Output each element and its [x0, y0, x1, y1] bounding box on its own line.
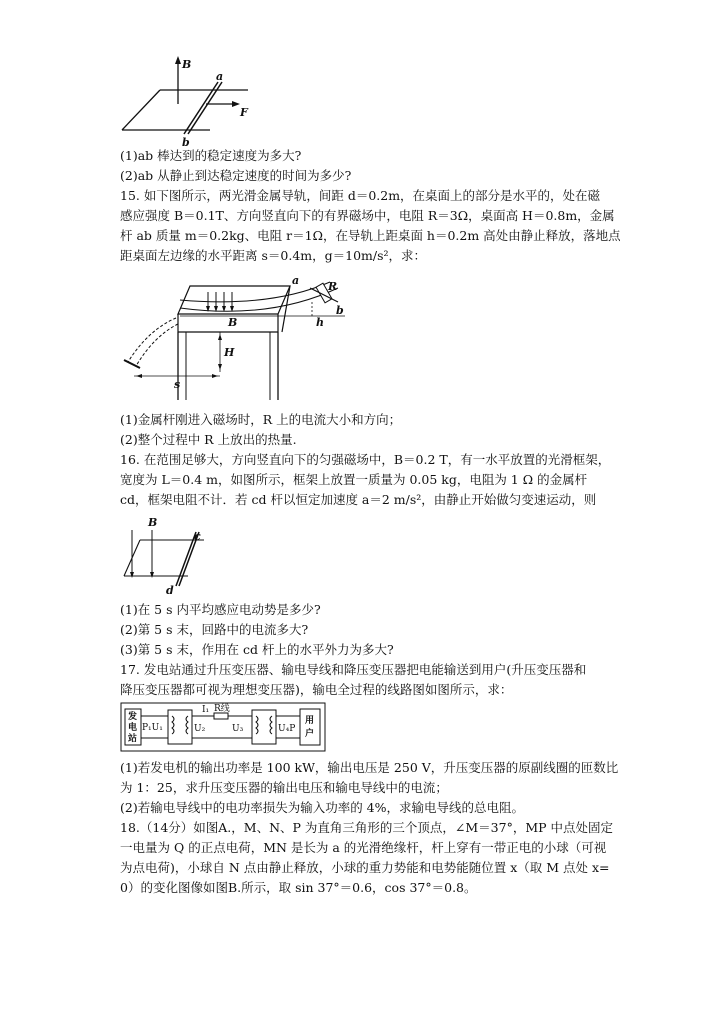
figure-power-transmission [120, 702, 326, 752]
q14-part1: (1)ab 棒达到的稳定速度为多大? [120, 148, 302, 163]
fig4-label-Rline: R线 [214, 704, 230, 714]
q18-line-3: 为点电荷)，小球自 N 点由静止释放，小球的重力势能和电势能随位置 x（取 M 点处 x= [120, 860, 610, 875]
q16-line-2: 宽度为 L＝0.4 m，如图所示，框架上放置一质量为 0.05 kg，电阻为 1 Ω 的金属杆 [120, 472, 588, 487]
fig2-label-R: R [328, 280, 338, 293]
q16-part3: (3)第 5 s 末，作用在 cd 杆上的水平外力为多大? [120, 642, 394, 657]
q15-line-3: 杆 ab 质量 m＝0.2kg、电阻 r＝1Ω，在导轨上距桌面 h＝0.2m 高处由静止释放，落地点 [120, 228, 621, 243]
q15-line-4: 距桌面左边缘的水平距离 s＝0.4m，g＝10m/s²，求： [120, 248, 427, 263]
fig4-label-U3: U₃ [232, 724, 244, 734]
q16-line-3: cd，框架电阻不计．若 cd 杆以恒定加速度 a＝2 m/s²，由静止开始做匀变速运动，则 [120, 492, 597, 507]
fig2-label-s: s [174, 378, 181, 391]
fig2-label-B: B [228, 316, 238, 329]
q15-line-1: 15. 如下图所示，两光滑金属导轨，间距 d＝0.2m，在桌面上的部分是水平的，处在磁 [120, 188, 601, 203]
station-char-2: 电 [128, 723, 138, 733]
label-a: a [216, 70, 224, 83]
label-F: F [240, 106, 248, 119]
user-char-1: 用 [305, 716, 315, 726]
fig4-label-I1: I₁ [202, 705, 210, 715]
fig2-label-h: h [316, 316, 324, 329]
q16-part1: (1)在 5 s 内平均感应电动势是多少? [120, 602, 321, 617]
fig4-label-U4P: U₄P [278, 724, 296, 734]
q17-line-2: 降压变压器都可视为理想变压器)，输电全过程的线路图如图所示，求： [120, 682, 513, 697]
fig3-label-d: d [166, 584, 174, 597]
fig4-label-P1U1: P₁U₁ [142, 723, 163, 733]
fig3-label-c: c [194, 530, 201, 543]
figure-rod-on-rails [120, 52, 260, 148]
fig4-label-U2: U₂ [194, 724, 206, 734]
figure-table-rails [120, 272, 360, 404]
q18-line-4: 0）的变化图像如图B.所示，取 sin 37°＝0.6，cos 37°＝0.8。 [120, 880, 477, 895]
fig2-label-a: a [292, 274, 300, 287]
figure-frame-rod-cd [120, 514, 220, 598]
q15-line-2: 感应强度 B＝0.1T、方向竖直向下的有界磁场中，电阻 R＝3Ω，桌面高 H＝0.8m，金属 [120, 208, 615, 223]
q17-part1-line-1: (1)若发电机的输出功率是 100 kW，输出电压是 250 V，升压变压器的原副线圈的匝数比 [120, 760, 619, 775]
station-char-3: 站 [128, 734, 138, 744]
fig2-label-b: b [336, 304, 344, 317]
user-char-2: 户 [305, 729, 315, 739]
station-char-1: 发 [128, 712, 138, 722]
q18-line-1: 18.（14分）如图A.，M、N、P 为直角三角形的三个顶点，∠M＝37°，MP 中点处固定 [120, 820, 614, 835]
q14-part2: (2)ab 从静止到达稳定速度的时间为多少? [120, 168, 352, 183]
q17-part1-line-2: 为 1：25，求升压变压器的输出电压和输电导线中的电流； [120, 780, 448, 795]
label-b: b [182, 136, 190, 148]
label-B: B [182, 58, 192, 71]
q15-part2: (2)整个过程中 R 上放出的热量. [120, 432, 297, 447]
q16-part2: (2)第 5 s 末，回路中的电流多大? [120, 622, 309, 637]
q17-line-1: 17. 发电站通过升压变压器、输电导线和降压变压器把电能输送到用户(升压变压器和 [120, 662, 587, 677]
q17-part2: (2)若输电导线中的电功率损失为输入功率的 4%，求输电导线的总电阻。 [120, 800, 525, 815]
q16-line-1: 16. 在范围足够大，方向竖直向下的匀强磁场中，B＝0.2 T，有一水平放置的光滑框架， [120, 452, 611, 467]
fig2-label-H: H [224, 346, 235, 359]
q18-line-2: 一电量为 Q 的正点电荷，MN 是长为 a 的光滑绝缘杆，杆上穿有一带正电的小球（可视 [120, 840, 607, 855]
fig3-label-B: B [148, 516, 158, 529]
q15-part1: (1)金属杆刚进入磁场时，R 上的电流大小和方向； [120, 412, 402, 427]
